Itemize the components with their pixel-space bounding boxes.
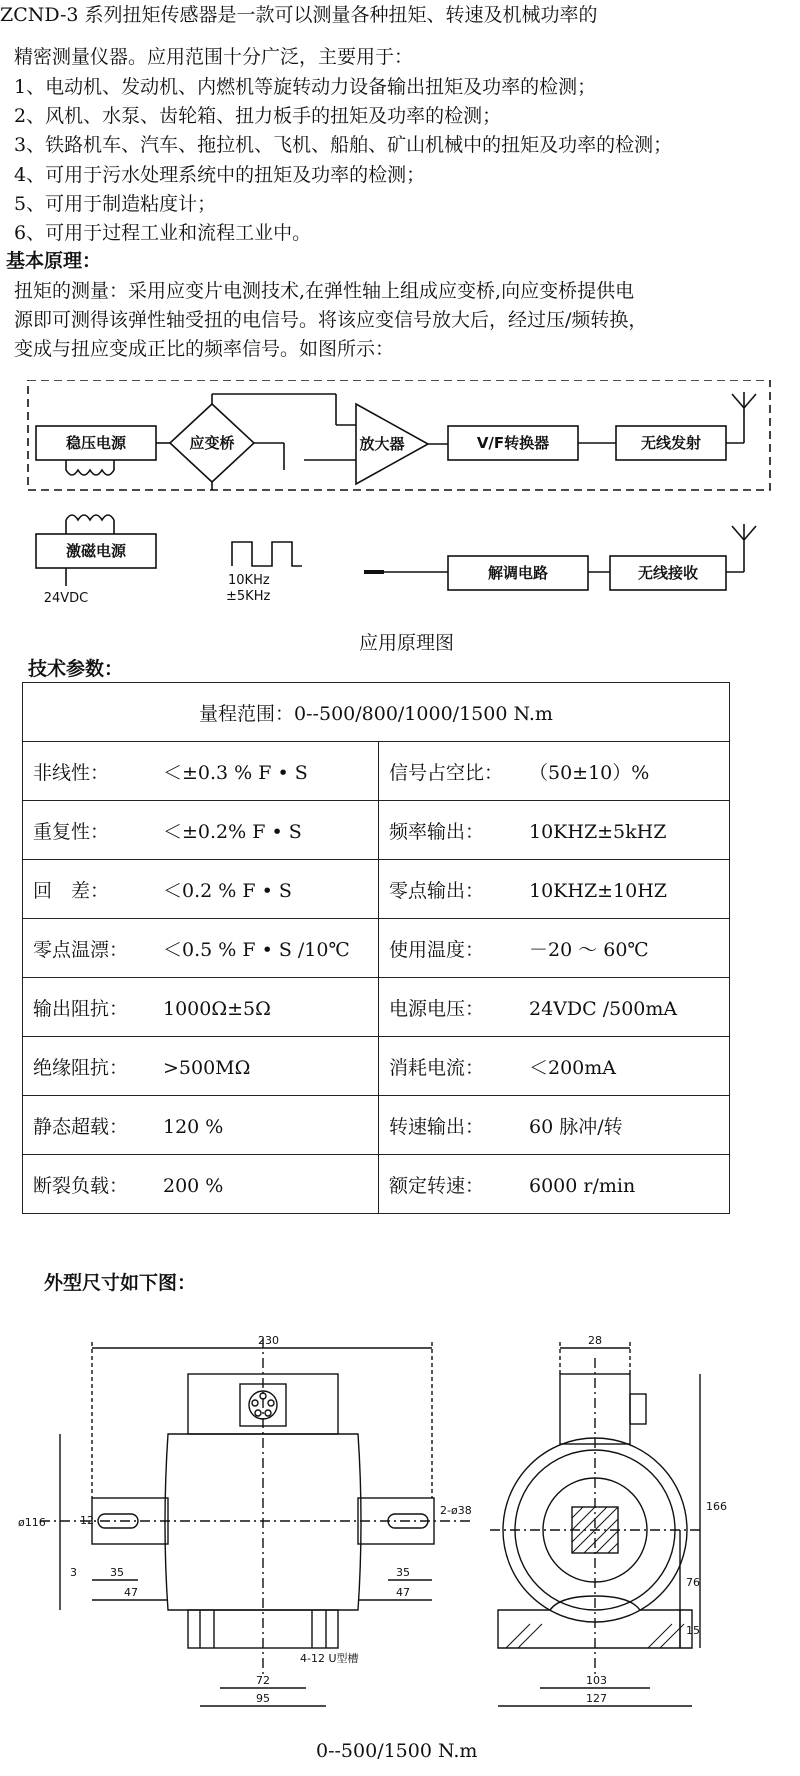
principle-line-1: 扭矩的测量：采用应变片电测技术,在弹性轴上组成应变桥,向应变桥提供电 bbox=[14, 280, 635, 302]
dim-127: 127 bbox=[586, 1692, 607, 1705]
amp-label: 放大器 bbox=[359, 435, 405, 453]
dimension-drawing bbox=[0, 1318, 800, 1728]
dim-95: 95 bbox=[256, 1692, 270, 1705]
dim-keyway: 2-ø38 bbox=[440, 1504, 472, 1517]
application-item-2: 2、风机、水泵、齿轮箱、扭力板手的扭矩及功率的检测； bbox=[14, 105, 502, 127]
bridge-label: 应变桥 bbox=[189, 434, 235, 452]
spec-key: 消耗电流： bbox=[389, 1056, 485, 1079]
spec-key: 静态超载： bbox=[33, 1115, 129, 1138]
spec-key: 非线性： bbox=[33, 761, 110, 784]
dim-72: 72 bbox=[256, 1674, 270, 1687]
application-item-5: 5、可用于制造粘度计； bbox=[14, 193, 217, 215]
diagram-caption: 应用原理图 bbox=[359, 632, 455, 654]
dim-total-height: 166 bbox=[706, 1500, 727, 1513]
dim-35-left: 35 bbox=[110, 1566, 124, 1579]
spec-value: 1000Ω±5Ω bbox=[163, 997, 271, 1020]
table-row bbox=[23, 1155, 730, 1214]
dim-body-diameter: ø116 bbox=[18, 1516, 46, 1529]
demod-label: 解调电路 bbox=[487, 564, 549, 582]
spec-cell bbox=[23, 978, 379, 1037]
signal-deviation: ±5KHz bbox=[226, 589, 271, 604]
spec-value: ＜0.5 % F • S /10℃ bbox=[163, 938, 350, 961]
spec-value: 10KHZ±10HZ bbox=[529, 879, 668, 902]
specs-heading: 技术参数： bbox=[28, 658, 124, 680]
intro-line-2: 精密测量仪器。应用范围十分广泛，主要用于： bbox=[14, 46, 414, 68]
signal-frequency: 10KHz bbox=[228, 573, 270, 588]
principle-line-3: 变成与扭应变成正比的频率信号。如图所示： bbox=[14, 338, 395, 360]
table-row bbox=[23, 1037, 730, 1096]
spec-value: 24VDC /500mA bbox=[529, 997, 678, 1020]
spec-key: 信号占空比： bbox=[389, 761, 504, 784]
spec-value: －20 ～ 60℃ bbox=[529, 938, 649, 961]
dim-base-height: 15 bbox=[686, 1624, 700, 1637]
spec-key: 回 差： bbox=[33, 879, 110, 902]
spec-cell bbox=[23, 1037, 379, 1096]
spec-cell bbox=[379, 860, 730, 919]
spec-value: >500MΩ bbox=[163, 1056, 251, 1079]
table-row bbox=[23, 801, 730, 860]
coil-bottom bbox=[66, 515, 114, 520]
application-item-3: 3、铁路机车、汽车、拖拉机、飞机、船舶、矿山机械中的扭矩及功率的检测； bbox=[14, 134, 673, 156]
range-cell: 量程范围：0--500/800/1000/1500 N.m bbox=[23, 683, 730, 742]
principle-heading: 基本原理： bbox=[6, 250, 102, 272]
dim-47-right: 47 bbox=[396, 1586, 410, 1599]
spec-key: 频率输出： bbox=[389, 820, 485, 843]
application-item-1: 1、电动机、发动机、内燃机等旋转动力设备输出扭矩及功率的检测； bbox=[14, 76, 597, 98]
table-row bbox=[23, 978, 730, 1037]
table-row bbox=[23, 683, 730, 742]
spec-cell bbox=[379, 1096, 730, 1155]
spec-value: 200 % bbox=[163, 1174, 224, 1197]
spec-cell bbox=[23, 1096, 379, 1155]
spec-value: 120 % bbox=[163, 1115, 224, 1138]
spec-cell bbox=[23, 860, 379, 919]
square-wave bbox=[232, 542, 302, 566]
specs-table bbox=[22, 682, 730, 1214]
spec-value: 6000 r/min bbox=[529, 1174, 636, 1197]
spec-cell bbox=[379, 978, 730, 1037]
spec-key: 电源电压： bbox=[389, 997, 485, 1020]
application-item-4: 4、可用于污水处理系统中的扭矩及功率的检测； bbox=[14, 164, 426, 186]
dim-shaft: 12 bbox=[80, 1514, 94, 1527]
spec-cell bbox=[23, 919, 379, 978]
dimensions-heading: 外型尺寸如下图： bbox=[44, 1272, 197, 1294]
power-label: 稳压电源 bbox=[65, 434, 127, 452]
tx-label: 无线发射 bbox=[640, 434, 702, 452]
dim-47-left: 47 bbox=[124, 1586, 138, 1599]
spec-cell bbox=[379, 1037, 730, 1096]
dim-total-width: 230 bbox=[258, 1334, 279, 1347]
spec-value: ＜±0.2% F • S bbox=[163, 820, 302, 843]
spec-cell bbox=[23, 1155, 379, 1214]
spec-cell bbox=[23, 742, 379, 801]
table-row bbox=[23, 919, 730, 978]
spec-key: 重复性： bbox=[33, 820, 110, 843]
dim-3: 3 bbox=[70, 1566, 77, 1579]
spec-key: 输出阻抗： bbox=[33, 997, 129, 1020]
dim-slot: 4-12 U型槽 bbox=[300, 1652, 359, 1665]
spec-value: ＜200mA bbox=[529, 1056, 617, 1079]
intro-line-1: ZCND-3 系列扭矩传感器是一款可以测量各种扭矩、转速及机械功率的 bbox=[0, 4, 598, 26]
spec-value: ＜0.2 % F • S bbox=[163, 879, 292, 902]
spec-value: （50±10）% bbox=[529, 761, 650, 784]
spec-cell bbox=[379, 801, 730, 860]
spec-cell bbox=[379, 919, 730, 978]
coil-top bbox=[66, 460, 114, 475]
application-item-6: 6、可用于过程工业和流程工业中。 bbox=[14, 222, 312, 244]
spec-cell bbox=[379, 742, 730, 801]
supply-voltage: 24VDC bbox=[43, 591, 89, 606]
table-row bbox=[23, 1096, 730, 1155]
dim-103: 103 bbox=[586, 1674, 607, 1687]
spec-key: 额定转速： bbox=[389, 1174, 485, 1197]
spec-value: 60 脉冲/转 bbox=[529, 1115, 623, 1138]
spec-cell bbox=[23, 801, 379, 860]
spec-key: 转速输出： bbox=[389, 1115, 485, 1138]
spec-key: 绝缘阻抗： bbox=[33, 1056, 129, 1079]
rx-label: 无线接收 bbox=[637, 564, 699, 582]
spec-value: 10KHZ±5kHZ bbox=[529, 820, 667, 843]
dim-35-right: 35 bbox=[396, 1566, 410, 1579]
table-row bbox=[23, 742, 730, 801]
principle-diagram bbox=[0, 380, 800, 620]
dim-top-width: 28 bbox=[588, 1334, 602, 1347]
dim-center-height: 76 bbox=[686, 1576, 700, 1589]
spec-key: 使用温度： bbox=[389, 938, 485, 961]
table-row bbox=[23, 860, 730, 919]
spec-key: 断裂负载： bbox=[33, 1174, 129, 1197]
spec-key: 零点输出： bbox=[389, 879, 485, 902]
dimensions-caption: 0--500/1500 N.m bbox=[316, 1740, 478, 1762]
principle-line-2: 源即可测得该弹性轴受扭的电信号。将该应变信号放大后，经过压/频转换， bbox=[14, 309, 648, 331]
spec-cell bbox=[379, 1155, 730, 1214]
spec-key: 零点温漂： bbox=[33, 938, 129, 961]
vf-label: V/F转换器 bbox=[476, 434, 550, 452]
spec-value: ＜±0.3 % F • S bbox=[163, 761, 308, 784]
excite-label: 激磁电源 bbox=[65, 542, 127, 560]
